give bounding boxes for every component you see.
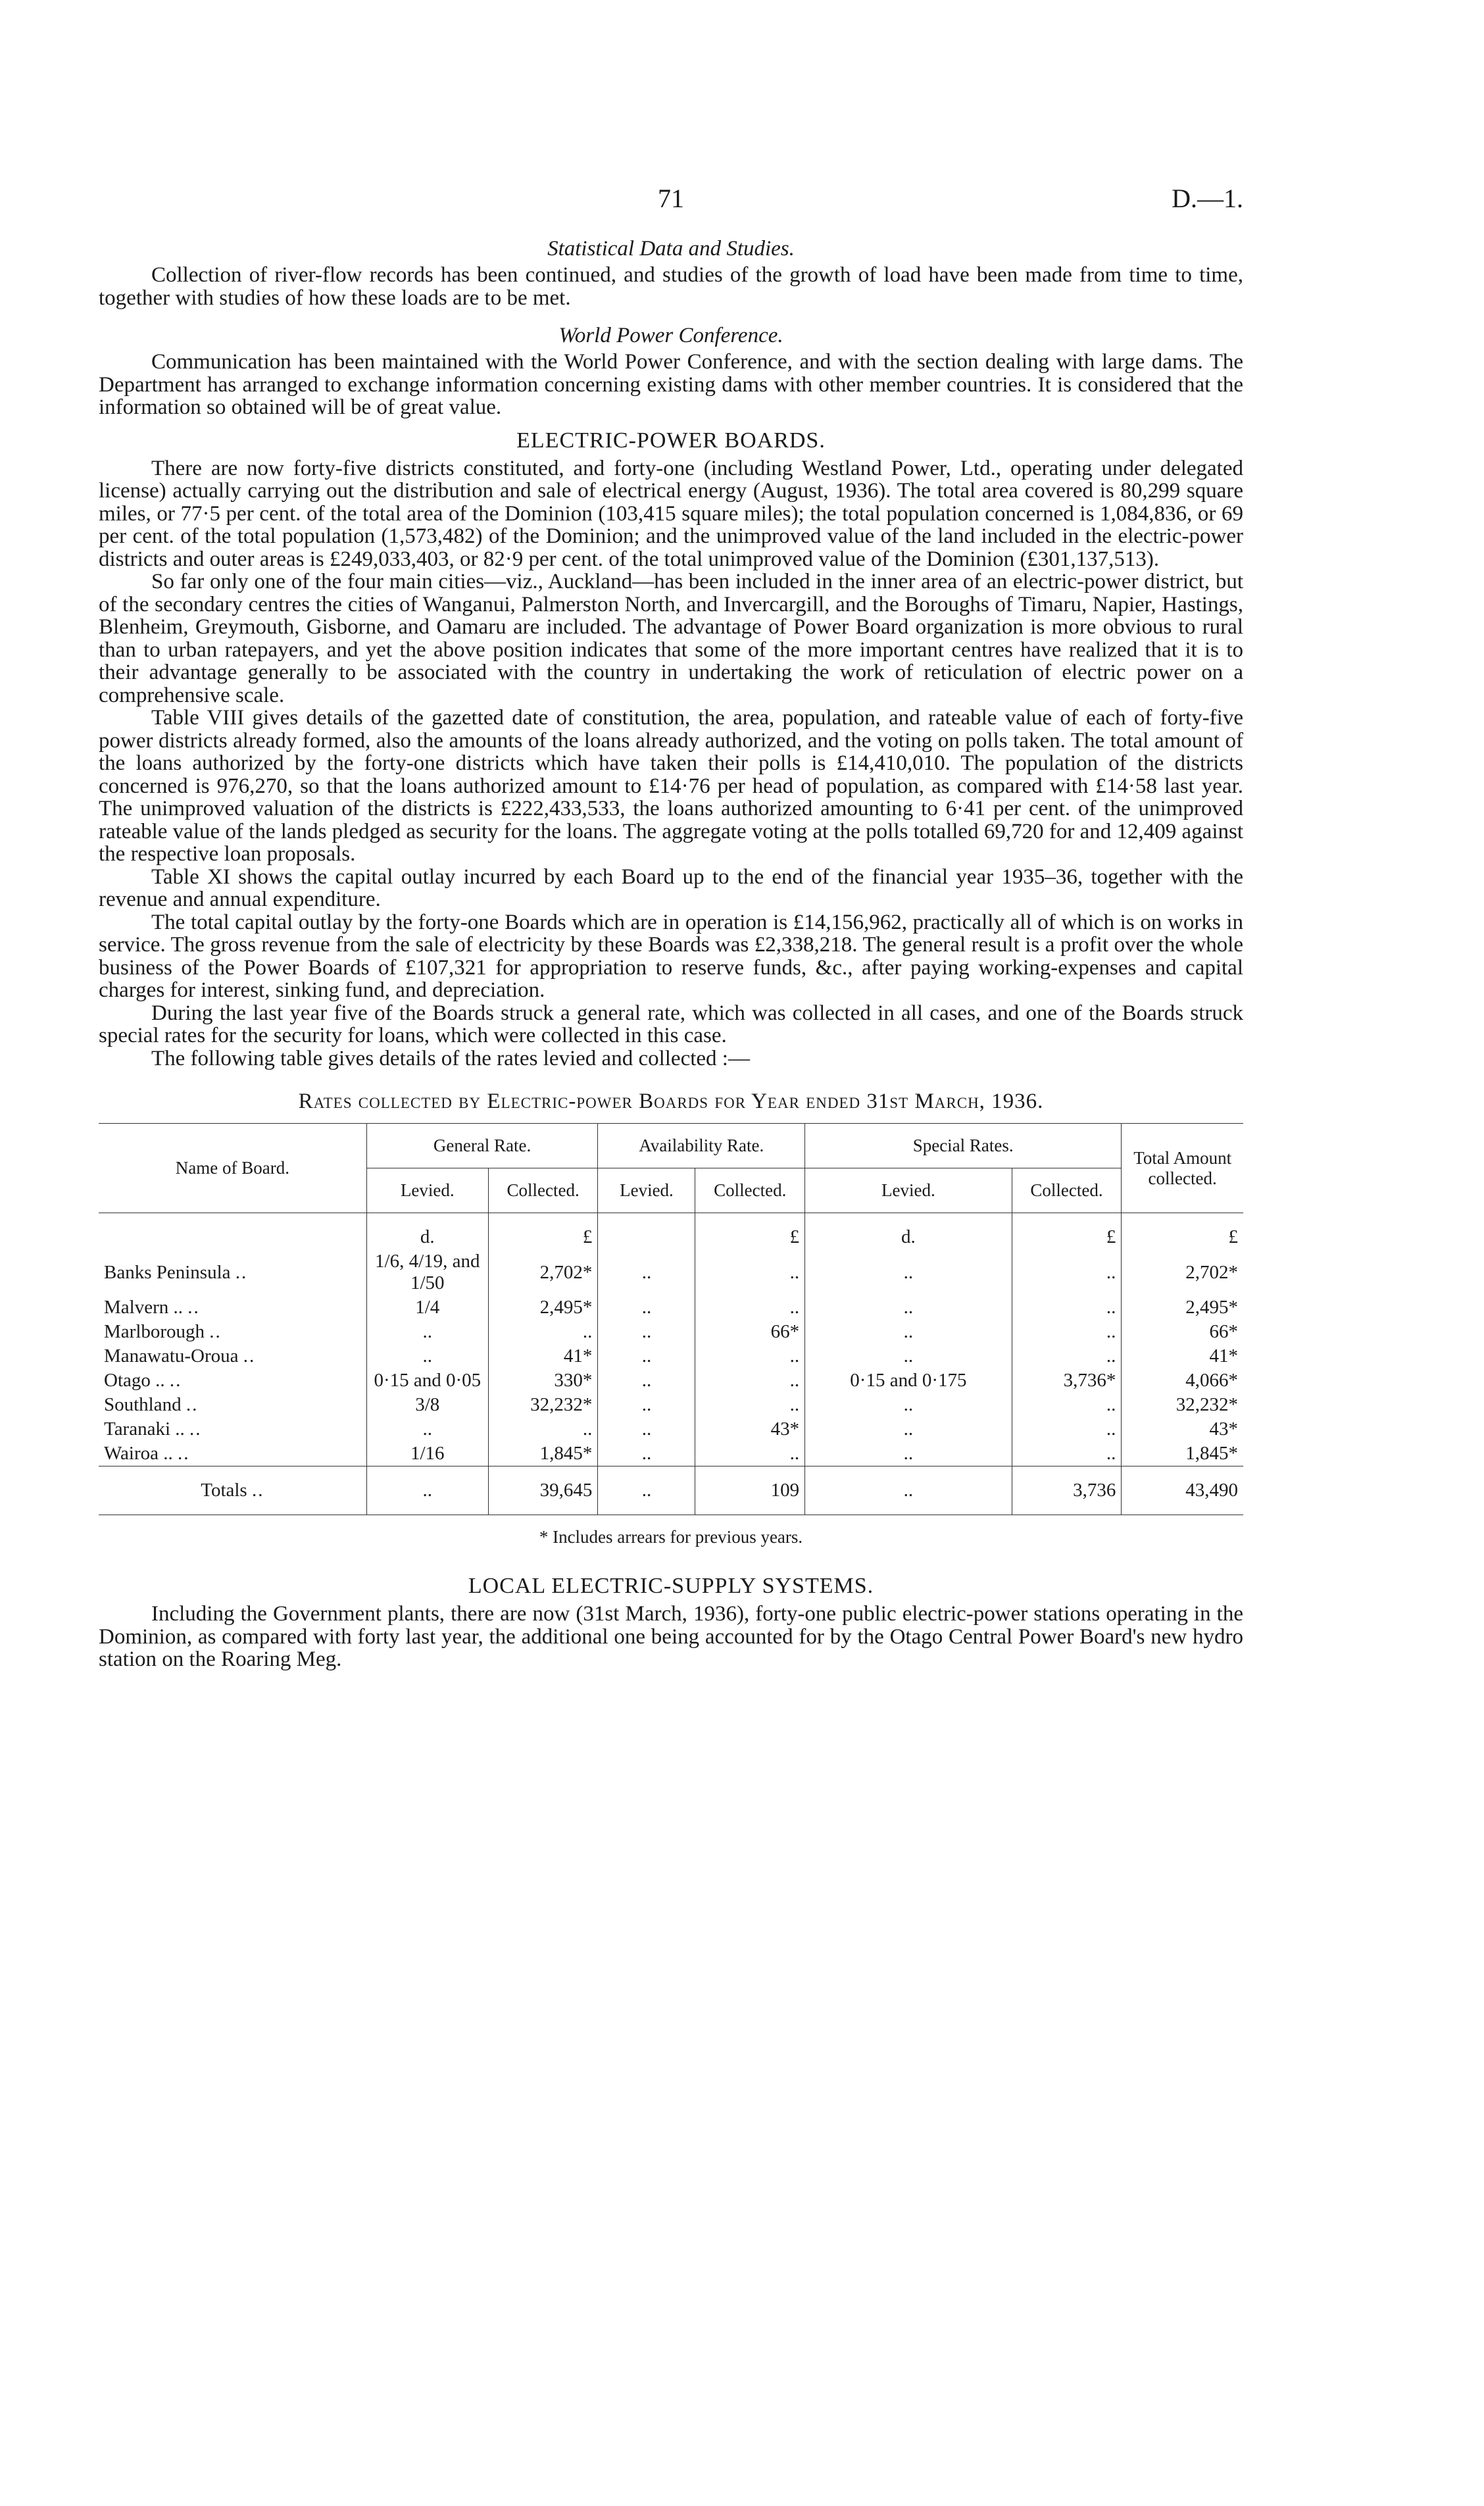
leader-dots: ..	[189, 1418, 202, 1440]
av-collected: ..	[695, 1295, 805, 1320]
rates-table	[99, 1123, 1243, 1515]
grand-total: 43,490	[1122, 1466, 1243, 1515]
av-levied: ..	[598, 1417, 695, 1441]
table-row	[99, 1393, 1243, 1417]
leader-dots: ..	[187, 1297, 200, 1318]
gen-levied: ..	[366, 1320, 488, 1344]
av-collected: ..	[695, 1344, 805, 1368]
gen-collected: 41*	[488, 1344, 598, 1368]
av-collected: ..	[695, 1393, 805, 1417]
paragraph: Table XI shows the capital outlay incurred by each Board up to the end of the financial year 1935–36, together with the revenue and annual expenditure.	[99, 865, 1243, 911]
unit-gen-lev: d.	[366, 1213, 488, 1250]
col-header-special: Special Rates.	[805, 1124, 1122, 1168]
sp-levied: 0·15 and 0·175	[805, 1368, 1012, 1393]
total-collected: 4,066*	[1122, 1368, 1243, 1393]
leader-dots: ..	[235, 1261, 248, 1283]
gen-collected: ..	[488, 1417, 598, 1441]
board-name: Southland	[104, 1394, 182, 1415]
table-row	[99, 1417, 1243, 1441]
sp-collected: ..	[1012, 1393, 1122, 1417]
col-header-availability-levied: Levied.	[598, 1168, 695, 1213]
paragraph: The total capital outlay by the forty-one Boards which are in operation is £14,156,962, practically all of which is on works in service. The gross revenue from the sale of electricity by these Boards was £2,338,218. The general result is a profit over the whole business of the Power Boards of £107,321 for appropriation to reserve funds, &c., after paying working-expenses and capital charges for interest, sinking fund, and depreciation.	[99, 910, 1243, 1002]
board-name: Taranaki ..	[104, 1418, 185, 1440]
av-collected: 43*	[695, 1417, 805, 1441]
av-levied: ..	[598, 1441, 695, 1466]
sp-collected: ..	[1012, 1249, 1122, 1295]
av-levied: ..	[598, 1368, 695, 1393]
unit-av-col: £	[695, 1213, 805, 1250]
unit-sp-lev: d.	[805, 1213, 1012, 1250]
col-header-general-levied: Levied.	[366, 1168, 488, 1213]
av-collected: ..	[695, 1368, 805, 1393]
col-header-general: General Rate.	[366, 1124, 598, 1168]
sp-levied: ..	[805, 1249, 1012, 1295]
col-header-total: Total Amount collected.	[1122, 1124, 1243, 1213]
board-name: Manawatu-Oroua	[104, 1345, 239, 1366]
table-row	[99, 1441, 1243, 1466]
leader-dots: ..	[251, 1480, 264, 1501]
sp-levied: ..	[805, 1393, 1012, 1417]
total-gen-levied: ..	[366, 1466, 488, 1515]
document-page	[99, 178, 1243, 1671]
sp-collected: 3,736*	[1012, 1368, 1122, 1393]
leader-dots: ..	[186, 1394, 199, 1415]
sp-levied: ..	[805, 1417, 1012, 1441]
table-footnote: * Includes arrears for previous years.	[539, 1527, 803, 1547]
sp-collected: ..	[1012, 1441, 1122, 1466]
total-collected: 2,702*	[1122, 1249, 1243, 1295]
gen-levied: ..	[366, 1417, 488, 1441]
total-collected: 43*	[1122, 1417, 1243, 1441]
total-collected: 32,232*	[1122, 1393, 1243, 1417]
paragraph: So far only one of the four main cities—viz., Auckland—has been included in the inner area of an electric-power district, but of the secondary centres the cities of Wanganui, Palmerston North, and Invercargill, and the Boroughs of Timaru, Napier, Hastings, Blenheim, Greymouth, Gisborne, and Oamaru are included. The advantage of Power Board organization is more obvious to rural than to urban ratepayers, and yet the above position indicates that some of the more important centres have realized that it is to their advantage generally to be associated with the country in undertaking the work of reticulation of electric power on a comprehensive scale.	[99, 570, 1243, 707]
leader-dots: ..	[178, 1443, 190, 1464]
av-levied: ..	[598, 1320, 695, 1344]
paragraph: The following table gives details of the rates levied and collected :—	[151, 1046, 750, 1070]
total-av-collected: 109	[695, 1466, 805, 1515]
paragraph: There are now forty-five districts constituted, and forty-one (including Westland Power, Ltd., operating under delegated license) actually carrying out the distribution and sale of electrical energy (August, 1936). The total area covered is 80,299 square miles, or 77·5 per cent. of the total area of the Dominion (103,415 square miles); the total population concerned is 1,084,836, or 69 per cent. of the total population (1,573,482) of the Dominion; and the unimproved value of the land included in the electric-power districts and outer areas is £249,033,403, or 82·9 per cent. of the total unimproved value of the Dominion (£301,137,513).	[99, 456, 1243, 571]
board-name: Malvern ..	[104, 1297, 183, 1318]
board-name: Wairoa ..	[104, 1443, 173, 1464]
total-gen-collected: 39,645	[488, 1466, 598, 1515]
board-name: Marlborough	[104, 1321, 205, 1342]
table-caption: Rates collected by Electric-power Boards for Year ended 31st March, 1936.	[298, 1090, 1044, 1113]
paragraph: Communication has been maintained with the World Power Conference, and with the section dealing with large dams. The Department has arranged to exchange information concerning existing dams with other member countries. It is considered that the information so obtained will be of great value.	[99, 350, 1243, 419]
gen-levied: 1/16	[366, 1441, 488, 1466]
gen-levied: 1/4	[366, 1295, 488, 1320]
sp-levied: ..	[805, 1441, 1012, 1466]
section-title-statistical: Statistical Data and Studies.	[547, 237, 795, 261]
total-collected: 1,845*	[1122, 1441, 1243, 1466]
col-header-name: Name of Board.	[175, 1158, 289, 1178]
leader-dots: ..	[243, 1345, 256, 1366]
col-header-availability: Availability Rate.	[598, 1124, 805, 1168]
leader-dots: ..	[209, 1321, 222, 1342]
total-av-levied: ..	[598, 1466, 695, 1515]
section-title-local: LOCAL ELECTRIC-SUPPLY SYSTEMS.	[468, 1574, 874, 1598]
sp-levied: ..	[805, 1344, 1012, 1368]
totals-row	[99, 1466, 1243, 1515]
gen-levied: 1/6, 4/19, and 1/50	[366, 1249, 488, 1295]
unit-sp-col: £	[1012, 1213, 1122, 1250]
gen-collected: 32,232*	[488, 1393, 598, 1417]
total-collected: 41*	[1122, 1344, 1243, 1368]
sp-collected: ..	[1012, 1417, 1122, 1441]
total-sp-levied: ..	[805, 1466, 1012, 1515]
table-row	[99, 1295, 1243, 1320]
table-row	[99, 1249, 1243, 1295]
gen-collected: ..	[488, 1320, 598, 1344]
sp-collected: ..	[1012, 1320, 1122, 1344]
total-sp-collected: 3,736	[1012, 1466, 1122, 1515]
board-name: Otago ..	[104, 1370, 165, 1391]
gen-levied: ..	[366, 1344, 488, 1368]
paragraph: Including the Government plants, there are now (31st March, 1936), forty-one public electric-power stations operating in the Dominion, as compared with forty last year, the additional one being accounted for by the Otago Central Power Board's new hydro station on the Roaring Meg.	[99, 1602, 1243, 1671]
sp-levied: ..	[805, 1295, 1012, 1320]
unit-total: £	[1122, 1213, 1243, 1250]
paragraph: Collection of river-flow records has been continued, and studies of the growth of load have been made from time to time, together with studies of how these loads are to be met.	[99, 263, 1243, 310]
col-header-general-collected: Collected.	[488, 1168, 598, 1213]
gen-collected: 1,845*	[488, 1441, 598, 1466]
table-row	[99, 1344, 1243, 1368]
table-row	[99, 1320, 1243, 1344]
leader-dots: ..	[169, 1370, 182, 1391]
unit-gen-col: £	[488, 1213, 598, 1250]
col-header-availability-collected: Collected.	[695, 1168, 805, 1213]
page-number: 71	[658, 184, 684, 213]
gen-collected: 2,702*	[488, 1249, 598, 1295]
av-collected: ..	[695, 1249, 805, 1295]
table-row	[99, 1368, 1243, 1393]
col-header-special-levied: Levied.	[805, 1168, 1012, 1213]
gen-collected: 330*	[488, 1368, 598, 1393]
units-row	[99, 1213, 1243, 1250]
gen-collected: 2,495*	[488, 1295, 598, 1320]
total-collected: 66*	[1122, 1320, 1243, 1344]
av-levied: ..	[598, 1393, 695, 1417]
av-collected: ..	[695, 1441, 805, 1466]
document-reference: D.—1.	[1172, 184, 1243, 213]
av-levied: ..	[598, 1249, 695, 1295]
sp-levied: ..	[805, 1320, 1012, 1344]
page-header	[99, 178, 1243, 230]
col-header-special-collected: Collected.	[1012, 1168, 1122, 1213]
av-levied: ..	[598, 1295, 695, 1320]
section-title-boards: ELECTRIC-POWER BOARDS.	[516, 428, 826, 453]
sp-collected: ..	[1012, 1295, 1122, 1320]
paragraph: During the last year five of the Boards struck a general rate, which was collected in all cases, and one of the Boards struck special rates for the security for loans, which were collected in this case.	[99, 1001, 1243, 1047]
unit-av-lev	[598, 1213, 695, 1250]
section-title-world-power: World Power Conference.	[558, 324, 783, 347]
total-collected: 2,495*	[1122, 1295, 1243, 1320]
sp-collected: ..	[1012, 1344, 1122, 1368]
av-levied: ..	[598, 1344, 695, 1368]
board-name: Banks Peninsula	[104, 1261, 231, 1283]
totals-label: Totals	[201, 1480, 247, 1501]
paragraph: Table VIII gives details of the gazetted date of constitution, the area, population, and rateable value of each of forty-five power districts already formed, also the amounts of the loans already authorized, and the voting on polls taken. The total amount of the loans authorized by the forty-one districts which have taken their polls is £14,410,010. The population of the districts concerned is 976,270, so that the loans authorized amount to £14·76 per head of population, as compared with £14·58 last year. The unimproved valuation of the districts is £222,433,533, the loans authorized amounting to 6·41 per cent. of the unimproved rateable value of the lands pledged as security for the loans. The aggregate voting at the polls totalled 69,720 for and 12,409 against the respective loan proposals.	[99, 706, 1243, 866]
gen-levied: 0·15 and 0·05	[366, 1368, 488, 1393]
av-collected: 66*	[695, 1320, 805, 1344]
gen-levied: 3/8	[366, 1393, 488, 1417]
